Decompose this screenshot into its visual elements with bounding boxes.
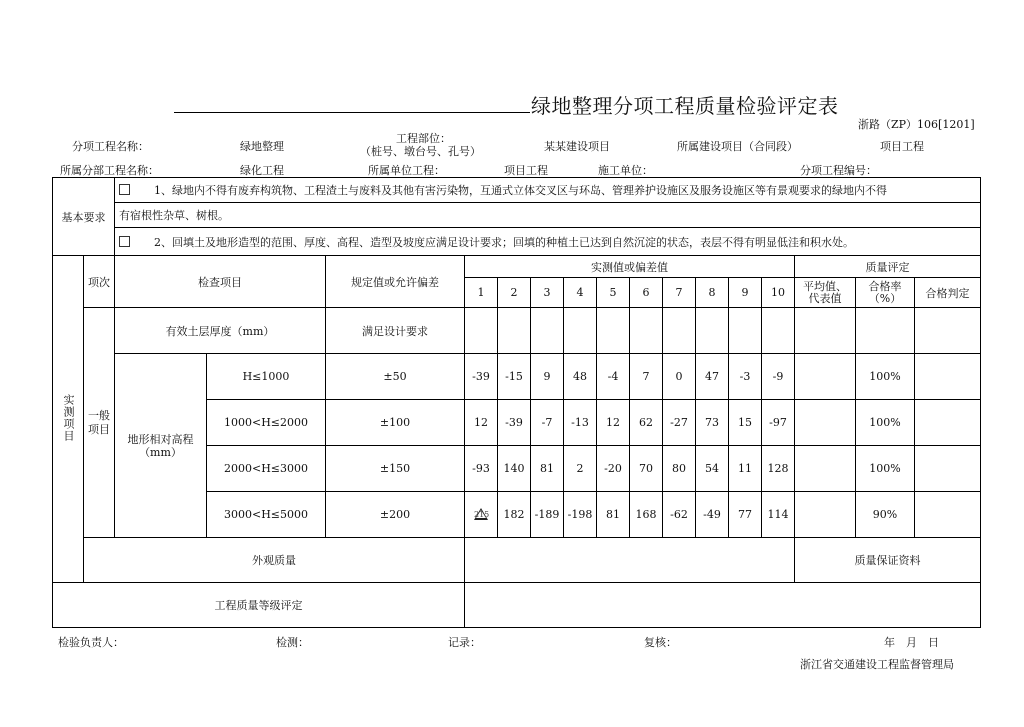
qa-docs-label: 质量保证资料 <box>795 538 981 583</box>
avg-cell[interactable] <box>795 400 856 446</box>
soil-item-name: 有效土层厚度（mm） <box>115 308 326 354</box>
pass-rate-header: 合格率（%） <box>856 278 915 308</box>
terrain-spec: ±50 <box>326 354 465 400</box>
value-cell[interactable]: -13 <box>564 400 597 446</box>
avg-cell[interactable] <box>795 446 856 492</box>
location-value: 某某建设项目 <box>544 140 610 153</box>
rate-cell[interactable]: 100% <box>856 354 915 400</box>
location-sub: （桩号、墩台号、孔号） <box>360 145 481 158</box>
value-cell[interactable]: -97 <box>762 400 795 446</box>
appearance-label: 外观质量 <box>84 538 465 583</box>
recorder-label: 记录： <box>448 636 481 649</box>
value-cell[interactable]: -198 <box>564 492 597 538</box>
col-header: 5 <box>597 278 630 308</box>
judgement-cell[interactable] <box>915 308 981 354</box>
col-header: 4 <box>564 278 597 308</box>
value-cell[interactable]: -49 <box>696 492 729 538</box>
value-cell[interactable]: 0 <box>663 354 696 400</box>
judgement-cell[interactable] <box>915 400 981 446</box>
unit-label: 所属单位工程： <box>368 164 445 177</box>
value-cell[interactable]: 15 <box>729 400 762 446</box>
value-cell[interactable] <box>630 308 663 354</box>
avg-cell[interactable] <box>795 354 856 400</box>
value-cell[interactable]: -189 <box>531 492 564 538</box>
division-label: 所属分部工程名称： <box>60 164 159 177</box>
value-cell[interactable]: 70 <box>630 446 663 492</box>
value-cell[interactable]: 2 <box>564 446 597 492</box>
location-label: 工程部位： <box>396 132 451 145</box>
value-cell[interactable] <box>597 308 630 354</box>
division-value: 绿化工程 <box>240 164 284 177</box>
sub-no-label: 分项工程编号： <box>800 164 877 177</box>
value-cell[interactable]: -15 <box>498 354 531 400</box>
avg-header: 平均值、代表值 <box>795 278 856 308</box>
col-header: 7 <box>663 278 696 308</box>
value-cell[interactable]: -20 <box>597 446 630 492</box>
terrain-label <box>115 354 207 538</box>
basic-req-2 <box>115 228 981 256</box>
checkbox-1[interactable] <box>119 184 130 195</box>
terrain-spec: ±200 <box>326 492 465 538</box>
terrain-label-text: 地形相对高程 <box>127 432 194 446</box>
terrain-spec: ±150 <box>326 446 465 492</box>
value-cell[interactable]: 168 <box>630 492 663 538</box>
value-cell[interactable]: 182 <box>498 492 531 538</box>
tester-label: 检测： <box>276 636 309 649</box>
value-cell[interactable] <box>696 308 729 354</box>
value-cell[interactable]: 12 <box>597 400 630 446</box>
judgement-header: 合格判定 <box>915 278 981 308</box>
terrain-spec: ±100 <box>326 400 465 446</box>
check-item-header: 检查项目 <box>115 256 326 308</box>
col-header: 3 <box>531 278 564 308</box>
grade-label: 工程质量等级评定 <box>53 583 465 628</box>
value-cell[interactable]: 54 <box>696 446 729 492</box>
soil-spec: 满足设计要求 <box>326 308 465 354</box>
value-cell[interactable]: 11 <box>729 446 762 492</box>
value-cell[interactable]: 73 <box>696 400 729 446</box>
value-cell[interactable] <box>729 308 762 354</box>
unit-value: 项目工程 <box>504 164 548 177</box>
col-header: 2 <box>498 278 531 308</box>
terrain-unit: （mm） <box>139 445 182 459</box>
value-cell[interactable]: -9 <box>762 354 795 400</box>
appearance-value[interactable] <box>465 538 795 583</box>
value-cell[interactable] <box>531 308 564 354</box>
judgement-cell[interactable] <box>915 446 981 492</box>
date-label: 年 月 日 <box>884 636 939 649</box>
basic-req-label: 基本要求 <box>53 178 115 256</box>
avg-cell[interactable] <box>795 492 856 538</box>
measured-values-header: 实测值或偏差值 <box>465 256 795 278</box>
value-cell[interactable]: 81 <box>597 492 630 538</box>
basic-req-1-text: 1、绿地内不得有废弃构筑物、工程渣土与废料及其他有害污染物，互通式立体交叉区与环岛、管理养护设施区及服务设施区等有景观要求的绿地内不得 <box>154 184 887 197</box>
value-cell[interactable] <box>465 308 498 354</box>
sub-project-value: 绿地整理 <box>240 140 284 153</box>
measured-items-label: 实测项目 <box>53 256 84 583</box>
checkbox-2[interactable] <box>119 236 130 247</box>
authority-label: 浙江省交通建设工程监督管理局 <box>800 658 954 671</box>
flagged-value: 215 <box>474 510 490 519</box>
value-cell[interactable] <box>663 308 696 354</box>
value-cell[interactable]: 9 <box>531 354 564 400</box>
quality-eval-header: 质量评定 <box>795 256 981 278</box>
rate-cell[interactable]: 90% <box>856 492 915 538</box>
value-cell[interactable]: 77 <box>729 492 762 538</box>
value-cell[interactable]: 7 <box>630 354 663 400</box>
inspection-table <box>52 177 981 628</box>
basic-req-1-cont: 有宿根性杂草、树根。 <box>115 203 981 228</box>
value-cell[interactable]: -39 <box>465 354 498 400</box>
value-cell[interactable] <box>498 308 531 354</box>
page-title: 绿地整理分项工程质量检验评定表 <box>531 94 839 118</box>
parent-project-label: 所属建设项目（合同段） <box>677 140 798 153</box>
value-cell[interactable]: -3 <box>729 354 762 400</box>
judgement-cell[interactable] <box>915 354 981 400</box>
value-cell[interactable]: 80 <box>663 446 696 492</box>
col-header: 1 <box>465 278 498 308</box>
terrain-range: 1000<H≤2000 <box>207 400 326 446</box>
col-header: 10 <box>762 278 795 308</box>
value-cell[interactable]: 48 <box>564 354 597 400</box>
value-cell[interactable]: -4 <box>597 354 630 400</box>
value-cell[interactable]: -39 <box>498 400 531 446</box>
terrain-range: 3000<H≤5000 <box>207 492 326 538</box>
parent-project-value: 项目工程 <box>880 140 924 153</box>
value-cell[interactable]: 114 <box>762 492 795 538</box>
inspector-label: 检验负责人： <box>58 636 124 649</box>
title-underline <box>174 112 530 113</box>
value-cell[interactable]: 62 <box>630 400 663 446</box>
value-cell[interactable]: -7 <box>531 400 564 446</box>
col-header: 8 <box>696 278 729 308</box>
value-cell[interactable]: 128 <box>762 446 795 492</box>
value-cell[interactable]: 81 <box>531 446 564 492</box>
value-cell[interactable]: 140 <box>498 446 531 492</box>
basic-req-2-text: 2、回填土及地形造型的范围、厚度、高程、造型及坡度应满足设计要求；回填的种植土已达到自然沉淀的状态，表层不得有明显低洼和积水处。 <box>154 235 854 249</box>
value-cell[interactable]: -27 <box>663 400 696 446</box>
form-code: 浙路（ZP）106[1201] <box>858 118 975 131</box>
rate-cell[interactable]: 100% <box>856 446 915 492</box>
reviewer-label: 复核： <box>644 636 677 649</box>
rate-cell[interactable]: 100% <box>856 400 915 446</box>
value-cell[interactable]: -93 <box>465 446 498 492</box>
value-cell[interactable]: 47 <box>696 354 729 400</box>
value-cell-flagged[interactable] <box>465 492 498 538</box>
value-cell[interactable]: 12 <box>465 400 498 446</box>
avg-cell[interactable] <box>795 308 856 354</box>
col-header: 6 <box>630 278 663 308</box>
terrain-range: H≤1000 <box>207 354 326 400</box>
judgement-cell[interactable] <box>915 492 981 538</box>
basic-req-1 <box>115 178 981 203</box>
value-cell[interactable] <box>762 308 795 354</box>
value-cell[interactable]: -62 <box>663 492 696 538</box>
rate-cell[interactable] <box>856 308 915 354</box>
col-header: 9 <box>729 278 762 308</box>
value-cell[interactable] <box>564 308 597 354</box>
contractor-label: 施工单位： <box>598 164 653 177</box>
spec-header: 规定值或允许偏差 <box>326 256 465 308</box>
terrain-range: 2000<H≤3000 <box>207 446 326 492</box>
item-no-header: 项次 <box>84 256 115 308</box>
sub-project-label: 分项工程名称： <box>72 140 149 153</box>
grade-value[interactable] <box>465 583 981 628</box>
general-item-label: 一般项目 <box>84 308 115 538</box>
